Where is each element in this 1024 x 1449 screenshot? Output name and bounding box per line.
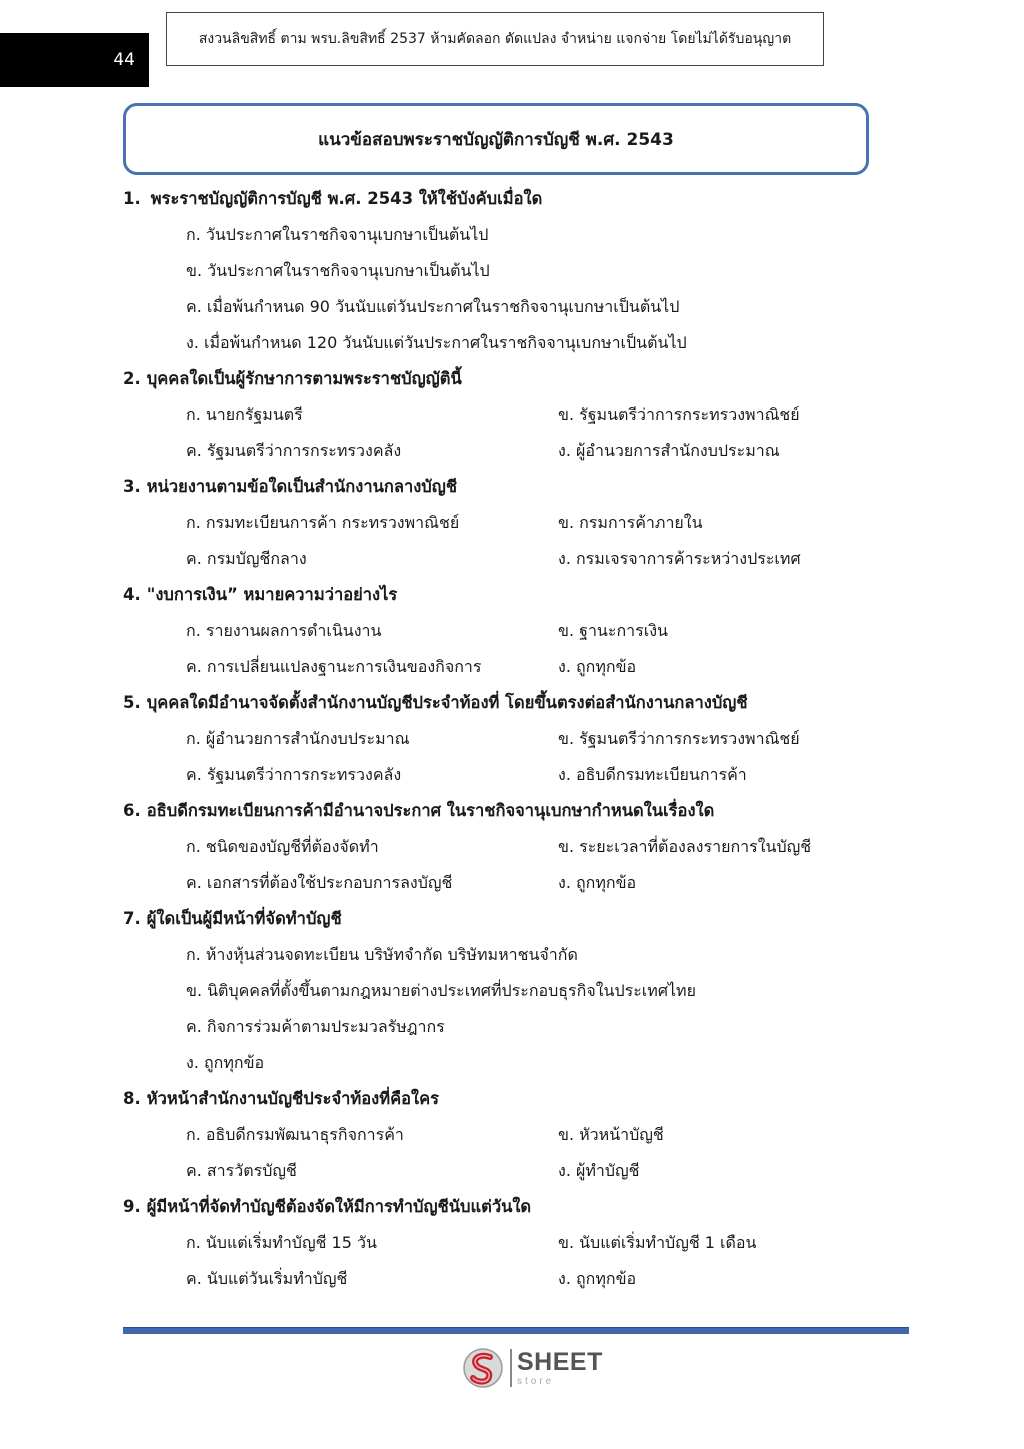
- answer-option: ข. รัฐมนตรีว่าการกระทรวงพาณิชย์: [558, 728, 800, 748]
- question-text: อธิบดีกรมทะเบียนการค้ามีอำนาจประกาศ ในราชกิจจานุเบกษากำหนดในเรื่องใด: [146, 801, 715, 820]
- answer-option: ข. ฐานะการเงิน: [558, 620, 668, 640]
- answer-option: ง. ถูกทุกข้อ: [558, 872, 637, 892]
- answer-option-row: [123, 541, 883, 577]
- question-item: [123, 793, 883, 901]
- answer-option: ง. ถูกทุกข้อ: [558, 1268, 637, 1288]
- question-item: [123, 685, 883, 793]
- answer-option: ง. อธิบดีกรมทะเบียนการค้า: [558, 764, 747, 784]
- page-number-tab: [0, 33, 149, 87]
- question-item: [123, 181, 883, 361]
- sheet-store-s-logo-icon: [462, 1347, 504, 1389]
- question-item: [123, 469, 883, 577]
- answer-option-row: [123, 505, 883, 541]
- question-number: 6.: [123, 801, 141, 820]
- page-number: 44: [113, 50, 135, 70]
- answer-option: ง. ผู้ทำบัญชี: [558, 1160, 640, 1180]
- answer-option-row: [123, 325, 883, 361]
- answer-option: ข. รัฐมนตรีว่าการกระทรวงพาณิชย์: [558, 404, 800, 424]
- answer-option: ก. กรมทะเบียนการค้า กระทรวงพาณิชย์: [186, 512, 460, 532]
- answer-option-row: [123, 1009, 883, 1045]
- question-text: "งบการเงิน” หมายความว่าอย่างไร: [146, 585, 398, 604]
- answer-option: ก. วันประกาศในราชกิจจานุเบกษาเป็นต้นไป: [186, 224, 489, 244]
- question-text: ผู้มีหน้าที่จัดทำบัญชีต้องจัดให้มีการทำบัญชีนับแต่วันใด: [146, 1197, 532, 1216]
- answer-option-row: [123, 1225, 883, 1261]
- answer-option: ค. สารวัตรบัญชี: [186, 1160, 297, 1180]
- answer-option-row: [123, 217, 883, 253]
- answer-option-row: [123, 829, 883, 865]
- answer-option: ค. เมื่อพ้นกำหนด 90 วันนับแต่วันประกาศในราชกิจจานุเบกษาเป็นต้นไป: [186, 296, 680, 316]
- question-title: [123, 685, 883, 721]
- question-item: [123, 1189, 883, 1297]
- answer-option-row: [123, 649, 883, 685]
- question-title: [123, 793, 883, 829]
- question-item: [123, 577, 883, 685]
- question-item: [123, 1081, 883, 1189]
- question-list: [123, 181, 883, 1297]
- answer-option: ง. กรมเจรจาการค้าระหว่างประเทศ: [558, 548, 801, 568]
- title-box: [123, 103, 869, 175]
- answer-option: ข. นับแต่เริ่มทำบัญชี 1 เดือน: [558, 1232, 757, 1252]
- answer-option-row: [123, 973, 883, 1009]
- answer-option: ค. นับแต่วันเริ่มทำบัญชี: [186, 1268, 348, 1288]
- answer-option: ก. ห้างหุ้นส่วนจดทะเบียน บริษัทจำกัด บริษัทมหาชนจำกัด: [186, 944, 578, 964]
- answer-option-row: [123, 1117, 883, 1153]
- question-title: [123, 181, 883, 217]
- answer-option: ง. เมื่อพ้นกำหนด 120 วันนับแต่วันประกาศในราชกิจจานุเบกษาเป็นต้นไป: [186, 332, 687, 352]
- answer-option: ค. กิจการร่วมค้าตามประมวลรัษฎากร: [186, 1016, 445, 1036]
- answer-option-row: [123, 613, 883, 649]
- answer-option: ค. เอกสารที่ต้องใช้ประกอบการลงบัญชี: [186, 872, 453, 892]
- answer-option-row: [123, 1153, 883, 1189]
- question-title: [123, 1189, 883, 1225]
- question-text: หน่วยงานตามข้อใดเป็นสำนักงานกลางบัญชี: [146, 477, 458, 496]
- question-text: พระราชบัญญัติการบัญชี พ.ศ. 2543 ให้ใช้บังคับเมื่อใด: [150, 189, 543, 208]
- answer-option: ก. รายงานผลการดำเนินงาน: [186, 620, 382, 640]
- page-title: แนวข้อสอบพระราชบัญญัติการบัญชี พ.ศ. 2543: [318, 129, 674, 150]
- question-number: 1.: [123, 189, 141, 208]
- sheet-store-logo: [462, 1346, 603, 1390]
- answer-option-row: [123, 397, 883, 433]
- logo-word: SHEET: [517, 1347, 603, 1376]
- question-number: 7.: [123, 909, 141, 928]
- question-text: บุคคลใดมีอำนาจจัดตั้งสำนักงานบัญชีประจำท้องที่ โดยขึ้นตรงต่อสำนักงานกลางบัญชี: [146, 693, 748, 712]
- answer-option-row: [123, 865, 883, 901]
- question-number: 3.: [123, 477, 141, 496]
- answer-option-row: [123, 433, 883, 469]
- question-number: 4.: [123, 585, 141, 604]
- question-item: [123, 361, 883, 469]
- question-text: ผู้ใดเป็นผู้มีหน้าที่จัดทำบัญชี: [146, 909, 342, 928]
- answer-option-row: [123, 289, 883, 325]
- answer-option: ก. ผู้อำนวยการสำนักงบประมาณ: [186, 728, 410, 748]
- answer-option: ก. นับแต่เริ่มทำบัญชี 15 วัน: [186, 1232, 377, 1252]
- question-number: 5.: [123, 693, 141, 712]
- answer-option: ค. กรมบัญชีกลาง: [186, 548, 307, 568]
- answer-option: ข. นิติบุคคลที่ตั้งขึ้นตามกฎหมายต่างประเทศที่ประกอบธุรกิจในประเทศไทย: [186, 980, 696, 1000]
- answer-option-row: [123, 937, 883, 973]
- answer-option-row: [123, 253, 883, 289]
- answer-option: ข. กรมการค้าภายใน: [558, 512, 703, 532]
- question-text: หัวหน้าสำนักงานบัญชีประจำท้องที่คือใคร: [146, 1089, 440, 1108]
- logo-sub: store: [517, 1375, 555, 1387]
- answer-option: ค. การเปลี่ยนแปลงฐานะการเงินของกิจการ: [186, 656, 482, 676]
- answer-option: ง. ผู้อำนวยการสำนักงบประมาณ: [558, 440, 780, 460]
- answer-option: ข. วันประกาศในราชกิจจานุเบกษาเป็นต้นไป: [186, 260, 490, 280]
- answer-option: ค. รัฐมนตรีว่าการกระทรวงคลัง: [186, 764, 402, 784]
- answer-option: ง. ถูกทุกข้อ: [558, 656, 637, 676]
- question-title: [123, 1081, 883, 1117]
- answer-option: ง. ถูกทุกข้อ: [186, 1052, 265, 1072]
- question-title: [123, 361, 883, 397]
- copyright-notice: [166, 12, 824, 66]
- answer-option: ข. ระยะเวลาที่ต้องลงรายการในบัญชี: [558, 836, 812, 856]
- footer-rule: [123, 1327, 909, 1334]
- answer-option-row: [123, 1045, 883, 1081]
- answer-option: ข. หัวหน้าบัญชี: [558, 1124, 664, 1144]
- question-number: 9.: [123, 1197, 141, 1216]
- question-item: [123, 901, 883, 1081]
- answer-option-row: [123, 721, 883, 757]
- logo-text: [517, 1347, 603, 1387]
- question-number: 2.: [123, 369, 141, 388]
- question-number: 8.: [123, 1089, 141, 1108]
- answer-option: ก. นายกรัฐมนตรี: [186, 404, 303, 424]
- question-title: [123, 469, 883, 505]
- logo-divider: [510, 1349, 512, 1387]
- question-title: [123, 577, 883, 613]
- answer-option-row: [123, 1261, 883, 1297]
- copyright-text: สงวนลิขสิทธิ์ ตาม พรบ.ลิขสิทธิ์ 2537 ห้ามคัดลอก ดัดแปลง จำหน่าย แจกจ่าย โดยไม่ได้รับอนุญาต: [198, 31, 792, 47]
- answer-option: ก. ชนิดของบัญชีที่ต้องจัดทำ: [186, 836, 379, 856]
- answer-option: ก. อธิบดีกรมพัฒนาธุรกิจการค้า: [186, 1124, 404, 1144]
- question-title: [123, 901, 883, 937]
- question-text: บุคคลใดเป็นผู้รักษาการตามพระราชบัญญัตินี้: [146, 369, 462, 388]
- answer-option-row: [123, 757, 883, 793]
- answer-option: ค. รัฐมนตรีว่าการกระทรวงคลัง: [186, 440, 402, 460]
